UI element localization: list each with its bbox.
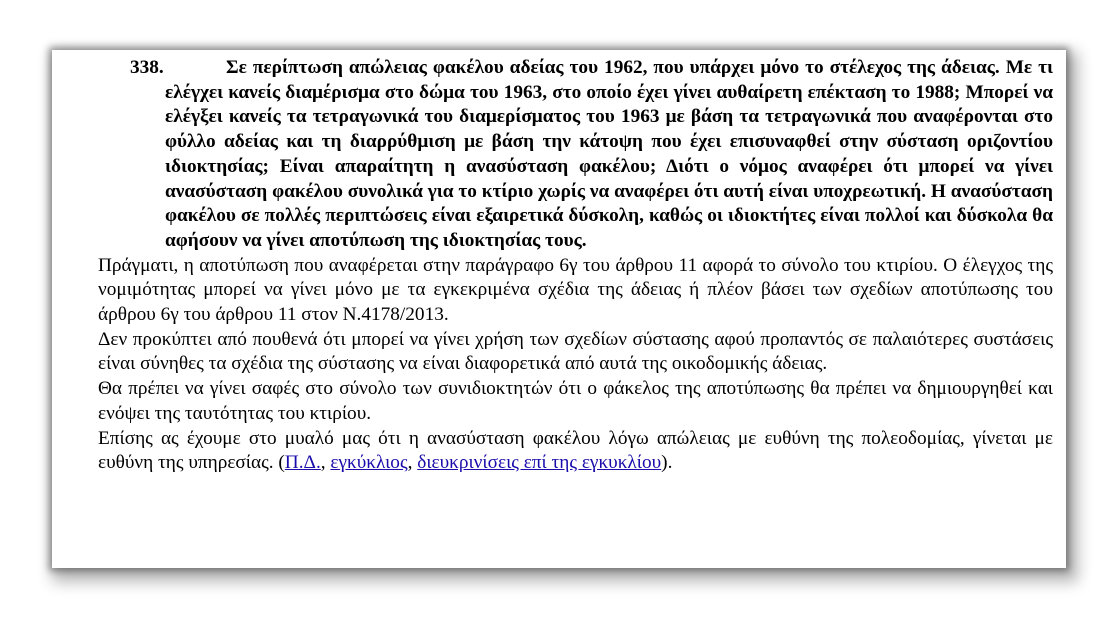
answer-paragraph-3: Θα πρέπει να γίνει σαφές στο σύνολο των συνιδιοκτητών ότι ο φάκελος της αποτύπωσης θα πρέπει να δημιουργηθεί και ενόψει της ταυτότητας του κτιρίου. (98, 378, 1053, 424)
document-content (98, 56, 1053, 476)
link-separator-2: , (407, 452, 418, 474)
answer-paragraph-4 (98, 427, 1053, 476)
document-page (52, 50, 1066, 568)
answer-paragraph-1: Πράγματι, η αποτύπωση που αναφέρεται στην παράγραφο 6γ του άρθρου 11 αφορά το σύνολο του κτιρίου. Ο έλεγχος της νομιμότητας μπορεί να γίνει μόνο με τα εγκεκριμένα σχέδια της άδειας ή πλέον βάσει των σχεδίων αποτύπωσης του άρθρου 6γ του άρθρου 11 στον Ν.4178/2013. (98, 254, 1053, 326)
answer-paragraph-4-text: Επίσης ας έχουμε στο μυαλό μας ότι η ανασύσταση φακέλου λόγω απώλειας με ευθύνη της πολεοδομίας, γίνεται με ευθύνη της υπηρεσίας. ( (98, 427, 1053, 474)
answer-block (98, 254, 1053, 476)
link-dieykriniseis[interactable]: διευκρινίσεις επί της εγκυκλίου (417, 452, 662, 474)
paragraph-end: ). (661, 452, 673, 474)
link-egkyklios[interactable]: εγκύκλιος (330, 452, 408, 474)
question-number: 338. (130, 57, 164, 78)
question-text: Σε περίπτωση απώλειας φακέλου αδείας του 1962, που υπάρχει μόνο το στέλεχος της άδειας. Με τι ελέγχει κανείς διαμέρισμα στο δώμα του 1963, στο οποίο έχει γίνει αυθαίρετη επέκταση το 1988; Μπορεί να ελέγξει κανείς τα τετραγωνικά του διαμερίσματος του 1963 με βάση τα τετραγωνικά που αναφέρονται στο φύλλο αδείας και τη διαρρύθμιση με βάση την κάτοψη που έχει επισυναφθεί στην σύσταση οριζοντίου ιδιοκτησίας; Είναι απαραίτητη η ανασύσταση φακέλου; Διότι ο νόμος αναφέρει ότι μπορεί να γίνει ανασύσταση φακέλου συνολικά για το κτίριο χωρίς να αναφέρει ότι αυτή είναι υποχρεωτική. Η ανασύσταση φακέλου σε πολλές περιπτώσεις είναι εξαιρετικά δύσκολη, καθώς οι ιδιοκτήτες είναι πολλοί και δύσκολα θα αφήσουν να γίνει αποτύπωση της ιδιοκτησίας τους. (165, 57, 1053, 251)
question-block (98, 56, 1053, 254)
answer-paragraph-2: Δεν προκύπτει από πουθενά ότι μπορεί να γίνει χρήση των σχεδίων σύστασης αφού προπαντός σε παλαιότερες συστάσεις είναι σύνηθες τα σχέδια της σύστασης να είναι διαφορετικά από αυτά της οικοδομικής άδειας. (98, 328, 1053, 375)
link-pd[interactable]: Π.Δ. (284, 452, 321, 474)
link-separator-1: , (320, 452, 331, 474)
